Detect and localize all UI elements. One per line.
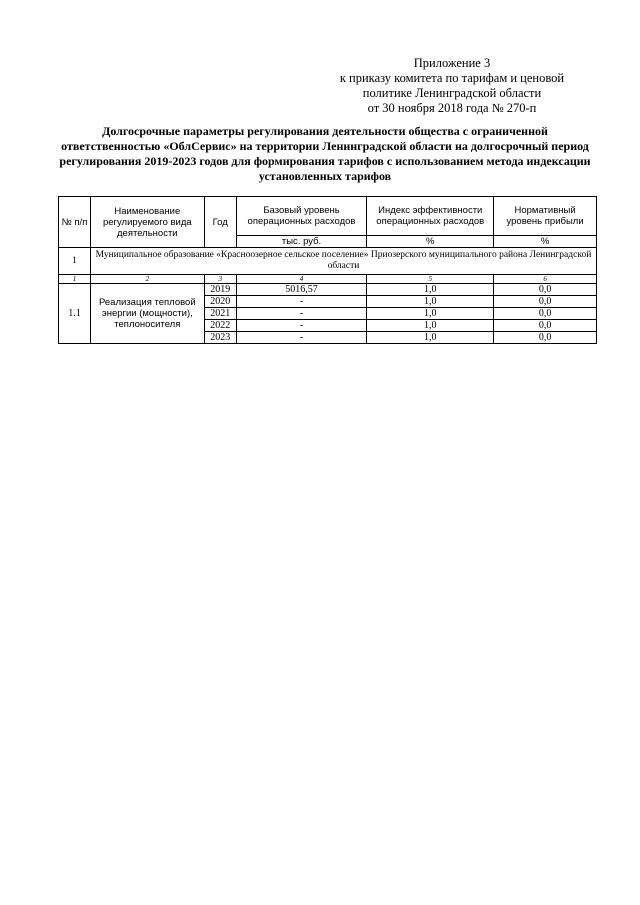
document-title: Долгосрочные параметры регулирования деятельности общества с ограниченной ответственностью «ОблСервис» на территории Ленинградской области на долгосрочный период регулирования 2019-2023 годов для формирования тарифов с использованием метода индексации установленных тарифов [59, 124, 591, 183]
index-cell: 1,0 [367, 332, 494, 344]
index-cell: 1,0 [367, 296, 494, 308]
base-costs-cell: - [236, 320, 367, 332]
index-cell: 1,0 [367, 308, 494, 320]
profit-cell: 0,0 [494, 332, 597, 344]
profit-cell: 0,0 [494, 284, 597, 296]
unit-profit: % [494, 236, 597, 248]
appendix-line: от 30 ноября 2018 года № 270-п [367, 101, 537, 115]
appendix-line: политике Ленинградской области [362, 86, 542, 100]
year-cell: 2023 [204, 332, 236, 344]
header-num: № п/п [59, 197, 91, 248]
column-numbers-row [59, 275, 597, 284]
group-row [59, 248, 597, 275]
index-cell: 1,0 [367, 320, 494, 332]
year-cell: 2022 [204, 320, 236, 332]
col-number: 1 [59, 275, 91, 284]
col-number: 6 [494, 275, 597, 284]
group-num: 1 [59, 248, 91, 275]
group-municipality: Муниципальное образование «Красноозерное сельское поселение» Приозерского муниципального района Ленинградской области [90, 248, 596, 275]
year-cell: 2021 [204, 308, 236, 320]
col-number: 4 [236, 275, 367, 284]
activity-name: Реализация тепловой энергии (мощности), теплоносителя [90, 284, 204, 344]
header-row [59, 197, 597, 236]
index-cell: 1,0 [367, 284, 494, 296]
profit-cell: 0,0 [494, 308, 597, 320]
base-costs-cell: - [236, 308, 367, 320]
table-row [59, 284, 597, 296]
unit-index: % [367, 236, 494, 248]
base-costs-cell: - [236, 332, 367, 344]
col-number: 3 [204, 275, 236, 284]
appendix-line: Приложение 3 [413, 56, 491, 70]
profit-cell: 0,0 [494, 320, 597, 332]
year-cell: 2020 [204, 296, 236, 308]
header-base-costs: Базовый уровень операционных расходов [236, 197, 367, 236]
header-profit-level: Нормативный уровень прибыли [494, 197, 597, 236]
header-efficiency-index: Индекс эффективности операционных расходов [367, 197, 494, 236]
profit-cell: 0,0 [494, 296, 597, 308]
base-costs-cell: - [236, 296, 367, 308]
header-activity: Наименование регулируемого вида деятельности [90, 197, 204, 248]
col-number: 2 [90, 275, 204, 284]
header-year: Год [204, 197, 236, 248]
base-costs-cell: 5016,57 [236, 284, 367, 296]
col-number: 5 [367, 275, 494, 284]
activity-num: 1.1 [59, 284, 91, 344]
appendix-block [302, 56, 602, 116]
year-cell: 2019 [204, 284, 236, 296]
unit-base: тыс. руб. [236, 236, 367, 248]
appendix-line: к приказу комитета по тарифам и ценовой [339, 71, 565, 85]
parameters-table [58, 196, 597, 344]
